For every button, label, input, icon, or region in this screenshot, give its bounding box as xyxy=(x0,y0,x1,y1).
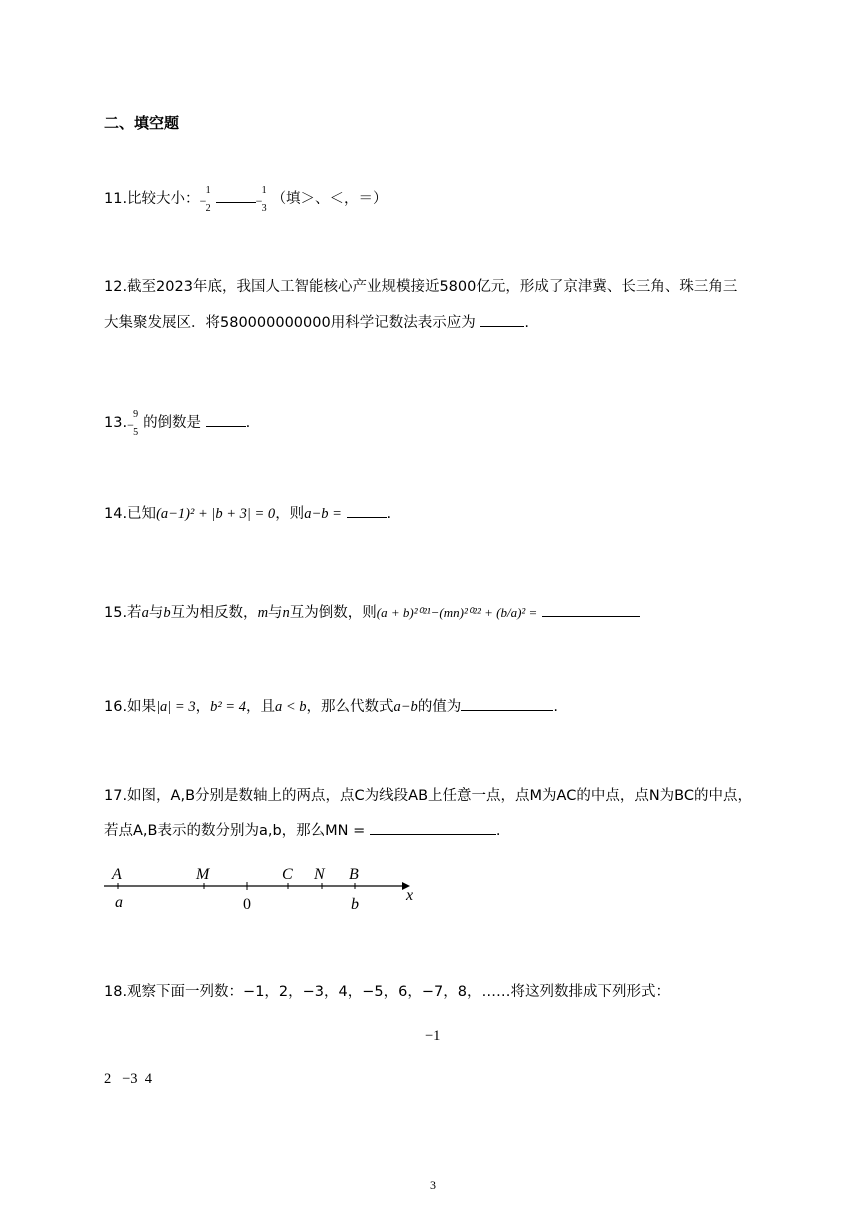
question-14 xyxy=(104,503,391,524)
question-13 xyxy=(104,408,250,438)
answer-blank-16[interactable] xyxy=(461,696,553,711)
q15-expression: (a + b)²⁰²¹−(mn)²⁰²² + (b/a)² = xyxy=(376,605,538,620)
answer-blank-17[interactable] xyxy=(370,820,496,835)
label-b: b xyxy=(351,896,359,913)
question-18: 18.观察下面一列数：−1，2，−3，4，−5，6，−7，8，……将这列数排成下列形式： xyxy=(104,984,670,1000)
q15-text: 与 xyxy=(268,605,283,621)
frac-den: 3 xyxy=(261,203,267,214)
q15-text: 互为相反数， xyxy=(170,605,258,621)
var-m: m xyxy=(257,605,269,621)
var-a: a xyxy=(141,605,149,621)
q15-text: 与 xyxy=(148,605,164,621)
pattern-row-1: −1 xyxy=(425,1028,441,1044)
frac-num: 1 xyxy=(205,185,211,196)
q16-expr: a < b xyxy=(274,699,307,715)
q16-expr: b² = 4 xyxy=(210,699,246,715)
label-B: B xyxy=(349,866,359,883)
page-number: 3 xyxy=(430,1178,436,1192)
q17-text: 若点A,B表示的数分别为a,b，那么MN = xyxy=(104,823,366,839)
question-17-line2 xyxy=(104,820,501,841)
question-12-line2 xyxy=(104,312,529,333)
answer-blank-15[interactable] xyxy=(542,602,640,617)
pattern-row-2: 2 −3 4 xyxy=(104,1071,153,1087)
question-11 xyxy=(104,184,388,214)
frac-num: 1 xyxy=(261,185,267,196)
q16-text: ，且 xyxy=(245,699,275,715)
answer-blank-12[interactable] xyxy=(480,312,524,327)
q15-text: 互为倒数，则 xyxy=(289,605,377,621)
section-title: 二、填空题 xyxy=(104,114,180,132)
var-n: n xyxy=(282,605,290,621)
frac-num: 9 xyxy=(133,409,139,420)
q16-text: 的值为 xyxy=(417,699,462,715)
answer-blank-13[interactable] xyxy=(206,412,246,427)
q16-expr: a−b xyxy=(393,699,418,715)
frac-den: 2 xyxy=(205,203,211,214)
var-b: b xyxy=(163,605,171,621)
question-12-line1: 12.截至2023年底，我国人工智能核心产业规模接近5800亿元，形成了京津冀、长三角、珠三角三 xyxy=(104,279,738,295)
label-A: A xyxy=(112,866,122,883)
q13-prefix: 13. xyxy=(104,415,128,431)
fraction-neg-third: − 1 3 xyxy=(256,184,272,214)
question-16 xyxy=(104,696,558,717)
q12-end: . xyxy=(524,315,529,331)
q16-text: ， xyxy=(195,699,211,715)
q17-end: . xyxy=(495,823,501,839)
q12-text: 大集聚发展区．将580000000000用科学记数法表示应为 xyxy=(104,315,476,331)
label-M: M xyxy=(196,866,210,883)
q11-prefix: 11.比较大小： xyxy=(104,191,200,207)
q16-text: 16.如果 xyxy=(104,699,157,715)
fraction-neg-nine-fifths: − 9 5 xyxy=(127,408,143,438)
label-N: N xyxy=(314,866,325,883)
fraction-neg-half: − 1 2 xyxy=(200,184,216,214)
q14-end: . xyxy=(386,506,392,522)
q16-expr: |a| = 3 xyxy=(156,699,196,715)
frac-den: 5 xyxy=(133,427,139,438)
q14-equation: (a−1)² + |b + 3| = 0 xyxy=(156,506,276,522)
q14-expression: a−b = xyxy=(304,506,342,522)
q15-text: 15.若 xyxy=(104,605,142,621)
number-line-figure xyxy=(100,862,430,918)
label-zero: 0 xyxy=(243,896,251,913)
q16-end: . xyxy=(553,699,558,715)
question-17-line1: 17.如图，A,B分别是数轴上的两点，点C为线段AB上任意一点，点M为AC的中点，点N为BC的中点， xyxy=(104,788,752,804)
q14-mid: ，则 xyxy=(275,506,305,522)
label-C: C xyxy=(282,866,293,883)
q11-suffix: （填＞、＜，＝） xyxy=(271,191,388,207)
axis-label-x: x xyxy=(406,887,414,904)
answer-blank-11[interactable] xyxy=(216,188,256,203)
q13-end: . xyxy=(245,415,251,431)
label-a: a xyxy=(115,894,123,911)
q13-text: 的倒数是 xyxy=(143,415,202,431)
answer-blank-14[interactable] xyxy=(347,503,387,518)
q16-text: ，那么代数式 xyxy=(306,699,394,715)
question-15 xyxy=(104,602,640,623)
q14-prefix: 14.已知 xyxy=(104,506,157,522)
